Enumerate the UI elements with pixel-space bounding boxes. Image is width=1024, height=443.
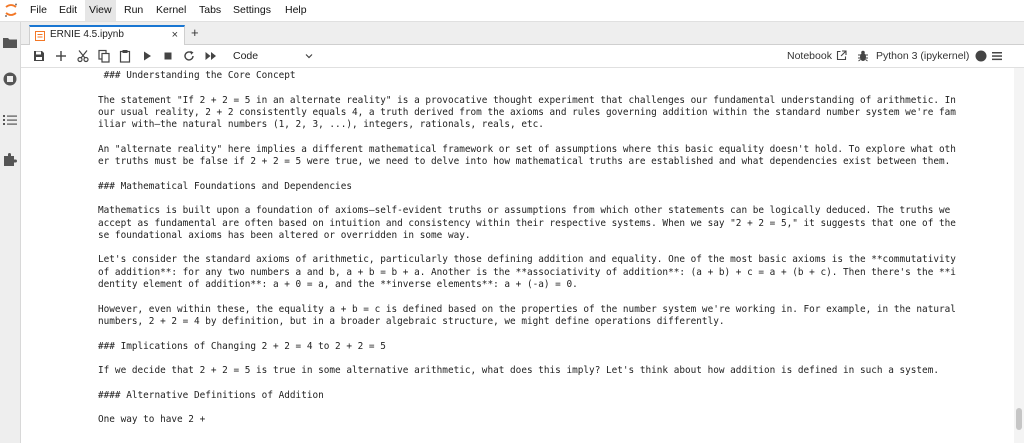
notebook-icon	[35, 31, 45, 41]
blank-line	[98, 377, 996, 389]
run-icon[interactable]	[140, 49, 154, 63]
notebook-toolbar	[21, 45, 1024, 68]
text-line: Mathematics is built upon a foundation of axioms—self-evident truths or assumptions from which other statements can be logically deduced. The truths we	[98, 205, 951, 217]
text-line: However, even within these, the equality a + b = c is defined based on the properties of the number system we're working in. For example, in the natural	[98, 303, 956, 315]
notebook-tab[interactable]	[29, 25, 185, 45]
menu-view[interactable]: View	[85, 0, 116, 21]
menu-run[interactable]: Run	[124, 4, 144, 16]
cell-type-dropdown[interactable]	[233, 47, 313, 65]
left-sidebar	[0, 22, 21, 443]
notebook-mode-label[interactable]: Notebook	[787, 50, 832, 62]
menu-edit[interactable]: Edit	[59, 4, 78, 16]
restart-icon[interactable]	[182, 49, 196, 63]
text-line: of addition**: for any two numbers a and b, a + b = b + a. Another is the **associativity of addition**: (a + b) + c = a + (b + c). Then there's the **i	[98, 266, 956, 278]
markdown-cell-text[interactable]	[98, 70, 996, 427]
text-line: If we decide that 2 + 2 = 5 is true in some alternative arithmetic, what does this imply? Let's think about how addition is defined in such a system.	[98, 365, 939, 377]
tab-bar	[21, 22, 1024, 45]
cut-icon[interactable]	[76, 49, 90, 63]
chevron-down-icon	[305, 52, 313, 60]
folder-icon[interactable]	[2, 34, 18, 50]
blank-line	[98, 82, 996, 94]
toc-icon[interactable]	[2, 112, 18, 128]
blank-line	[98, 242, 996, 254]
blank-line	[98, 328, 996, 340]
text-line: se foundational axioms has been altered or overridden in some way.	[98, 229, 471, 241]
text-line: The statement "If 2 + 2 = 5 in an alternate reality" is a provocative thought experiment that challenges our fundamental understanding of arithmetic. In	[98, 94, 956, 106]
blank-line	[98, 402, 996, 414]
debugger-bug-icon[interactable]	[856, 49, 870, 63]
text-line: #### Alternative Definitions of Addition	[98, 389, 324, 401]
text-line: our usual reality, 2 + 2 consistently equals 4, a truth derived from the axioms and rules governing addition within the standard number system we're fam	[98, 106, 956, 118]
save-icon[interactable]	[32, 49, 46, 63]
tab-close-icon[interactable]: ×	[171, 29, 178, 41]
paste-icon[interactable]	[118, 49, 132, 63]
scrollbar-thumb[interactable]	[1016, 408, 1022, 430]
blank-line	[98, 131, 996, 143]
text-line: ### Implications of Changing 2 + 2 = 4 to 2 + 2 = 5	[98, 340, 386, 352]
blank-line	[98, 168, 996, 180]
copy-icon[interactable]	[97, 49, 111, 63]
text-line: accept as fundamental are often based on intuition and consistency within their respective systems. When we say "2 + 2 = 5," it suggests that one of the	[98, 217, 956, 229]
running-icon[interactable]	[2, 71, 18, 87]
text-line: numbers, 2 + 2 = 4 by definition, but in a broader algebraic structure, we might define operations differently.	[98, 315, 725, 327]
cell-type-label: Code	[233, 50, 259, 62]
tab-label: ERNIE 4.5.ipynb	[50, 29, 124, 40]
property-inspector-menu-icon[interactable]	[990, 49, 1004, 63]
new-tab-button[interactable]: +	[191, 25, 199, 40]
vertical-scrollbar[interactable]	[1014, 68, 1024, 443]
jupyter-logo-icon	[3, 2, 19, 18]
notebook-cell-area[interactable]	[21, 68, 1014, 443]
extension-icon[interactable]	[2, 151, 18, 167]
add-cell-icon[interactable]	[54, 49, 68, 63]
blank-line	[98, 193, 996, 205]
blank-line	[98, 291, 996, 303]
text-line: iliar with—the natural numbers (1, 2, 3, ...), integers, rationals, reals, etc.	[98, 119, 544, 131]
menu-file[interactable]: File	[30, 4, 47, 16]
text-line: ### Mathematical Foundations and Dependencies	[98, 180, 352, 192]
kernel-status-icon	[974, 49, 988, 63]
stop-icon[interactable]	[161, 49, 175, 63]
text-line: An "alternate reality" here implies a different mathematical framework or set of assumptions where this basic equality doesn't hold. To explore what oth	[98, 143, 956, 155]
menu-kernel[interactable]: Kernel	[156, 4, 187, 16]
external-link-icon[interactable]	[836, 50, 847, 61]
menu-settings[interactable]: Settings	[233, 4, 271, 16]
fast-forward-icon[interactable]	[204, 49, 218, 63]
menu-bar	[0, 0, 1024, 22]
text-line: ### Understanding the Core Concept	[98, 70, 296, 81]
text-line: One way to have 2 +	[98, 414, 206, 426]
menu-help[interactable]: Help	[285, 4, 307, 16]
blank-line	[98, 353, 996, 365]
text-line: er truths must be false if 2 + 2 = 5 were true, we need to delve into how mathematical truths are established and what dependencies exist between them.	[98, 156, 951, 168]
kernel-name-label[interactable]: Python 3 (ipykernel)	[876, 50, 970, 62]
menu-tabs[interactable]: Tabs	[199, 4, 222, 16]
text-line: Let's consider the standard axioms of arithmetic, particularly those defining addition and equality. One of the most basic axioms is the **commutativity	[98, 254, 956, 266]
text-line: dentity element of addition**: a + 0 = a, and the **inverse elements**: a + (-a) = 0.	[98, 279, 578, 291]
